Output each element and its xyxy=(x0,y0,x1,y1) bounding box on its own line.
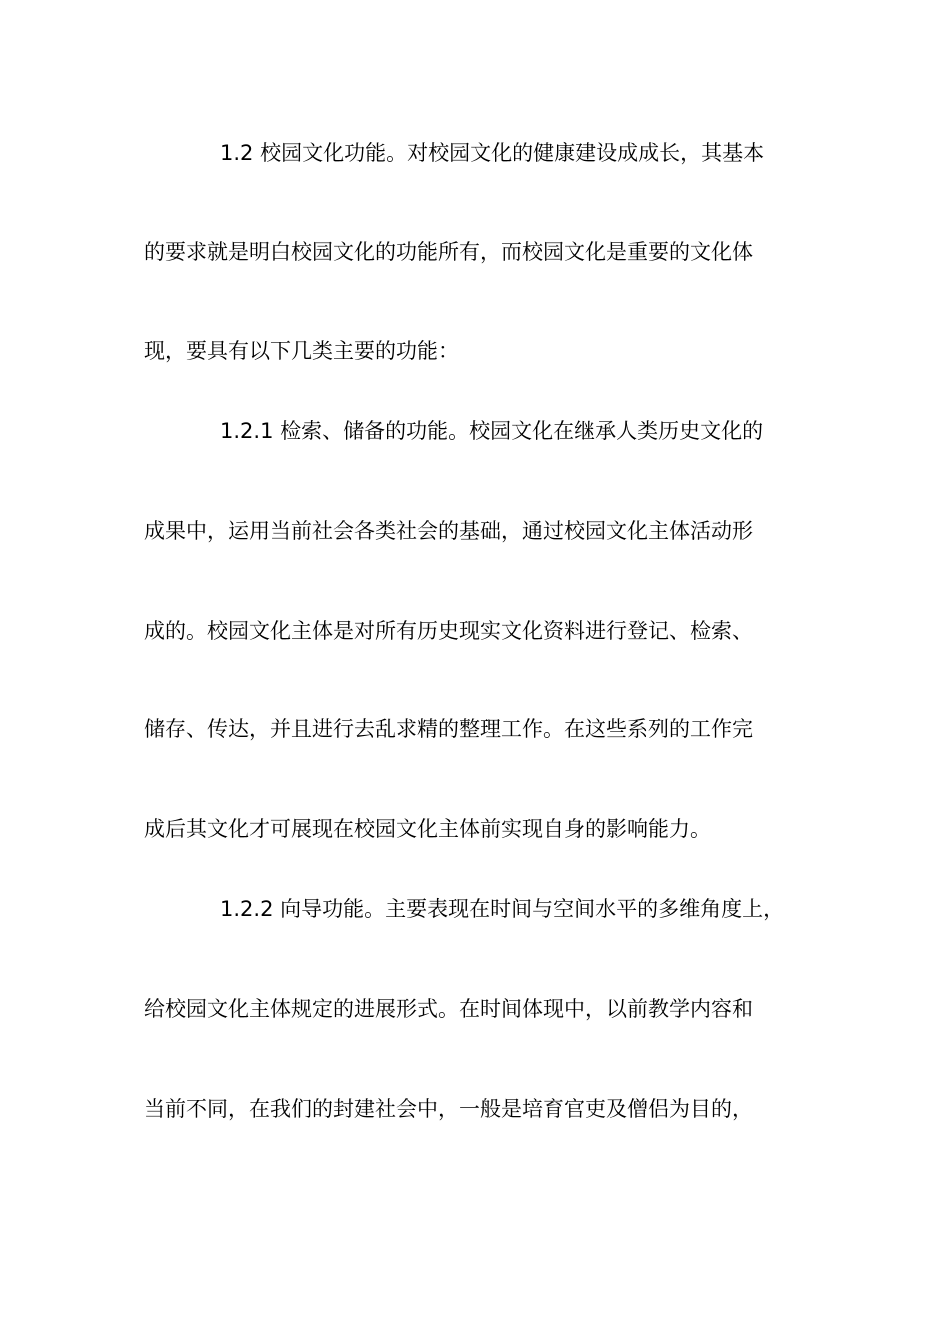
paragraph-line: 1.2 校园文化功能。对校园文化的健康建设成成长，其基本 xyxy=(220,141,765,165)
paragraph-line: 的要求就是明白校园文化的功能所有，而校园文化是重要的文化体 xyxy=(144,240,753,264)
paragraph-line: 成的。校园文化主体是对所有历史现实文化资料进行登记、检索、 xyxy=(144,619,753,643)
paragraph-line: 1.2.1 检索、储备的功能。校园文化在继承人类历史文化的 xyxy=(220,419,764,443)
paragraph-line: 当前不同，在我们的封建社会中，一般是培育官吏及僧侣为目的， xyxy=(144,1097,753,1121)
paragraph-line: 储存、传达，并且进行去乱求精的整理工作。在这些系列的工作完 xyxy=(144,717,753,741)
paragraph-line: 1.2.2 向导功能。主要表现在时间与空间水平的多维角度上， xyxy=(220,897,785,921)
paragraph-line: 成后其文化才可展现在校园文化主体前实现自身的影响能力。 xyxy=(144,817,711,841)
paragraph-line: 给校园文化主体规定的进展形式。在时间体现中，以前教学内容和 xyxy=(144,997,753,1021)
paragraph-line: 现，要具有以下几类主要的功能： xyxy=(144,339,459,363)
paragraph-line: 成果中，运用当前社会各类社会的基础，通过校园文化主体活动形 xyxy=(144,519,753,543)
